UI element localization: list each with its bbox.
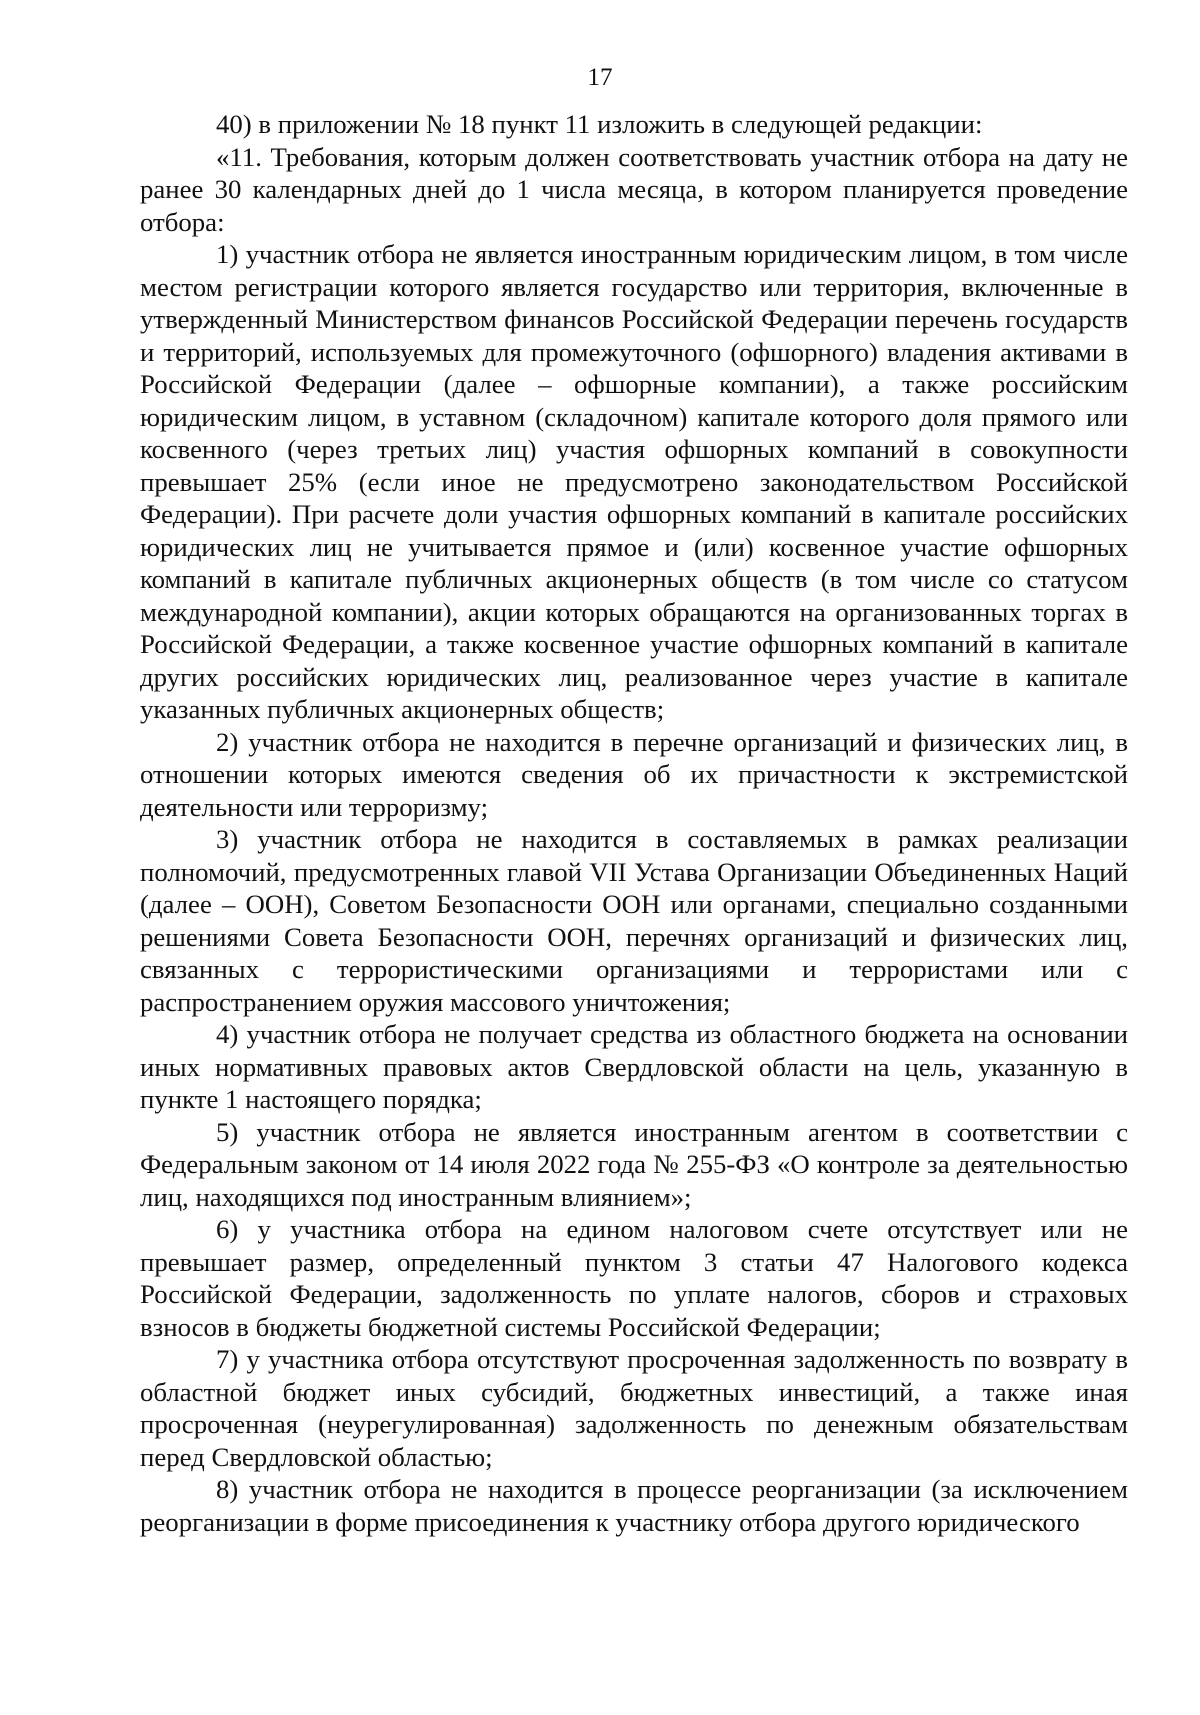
paragraph-item-4: 4) участник отбора не получает средства из областного бюджета на основании иных нормативных правовых актов Свердловской области на цель, указанную в пункте 1 настоящего порядка; bbox=[140, 1019, 1128, 1114]
paragraph-requirements-heading: «11. Требования, которым должен соответствовать участник отбора на дату не ранее 30 календарных дней до 1 числа месяца, в котором планируется проведение отбора: bbox=[140, 141, 1128, 237]
paragraph-amendment-intro: 40) в приложении № 18 пункт 11 изложить в следующей редакции: bbox=[216, 109, 983, 139]
paragraph-item-6: 6) у участника отбора на едином налоговом счете отсутствует или не превышает размер, определенный пунктом 3 статьи 47 Налогового кодекса Российской Федерации, задолженность по уплате налогов, сборов и страховых взносов в бюджеты бюджетной системы Российской Федерации; bbox=[140, 1214, 1128, 1342]
paragraph-item-3: 3) участник отбора не находится в составляемых в рамках реализации полномочий, предусмотренных главой VII Устава Организации Объединенных Наций (далее – ООН), Советом Безопасности ООН или органами, специально созданными решениями Совета Безопасности ООН, перечнях организаций и физических лиц, связанных с террористическими организациями и террористами или с распространением оружия массового уничтожения; bbox=[140, 824, 1128, 1017]
paragraph-item-2: 2) участник отбора не находится в перечне организаций и физических лиц, в отношении которых имеются сведения об их причастности к экстремистской деятельности или терроризму; bbox=[140, 726, 1128, 822]
paragraph-item-1: 1) участник отбора не является иностранным юридическим лицом, в том числе местом регистрации которого является государство или территория, включенные в утвержденный Министерством финансов Российской Федерации перечень государств и территорий, используемых для промежуточного (офшорного) владения активами в Российской Федерации (далее – офшорные компании), а также российским юридическим лицом, в уставном (складочном) капитале которого доля прямого или косвенного (через третьих лиц) участия офшорных компаний в совокупности превышает 25% (если иное не предусмотрено законодательством Российской Федерации). При расчете доли участия офшорных компаний в капитале российских юридических лиц не учитывается прямое и (или) косвенное участие офшорных компаний в капитале публичных акционерных обществ (в том числе со статусом международной компании), акции которых обращаются на организованных торгах в Российской Федерации, а также косвенное участие офшорных компаний в капитале других российских юридических лиц, реализованное через участие в капитале указанных публичных акционерных обществ; bbox=[140, 239, 1128, 724]
paragraph-item-7: 7) у участника отбора отсутствуют просроченная задолженность по возврату в областной бюджет иных субсидий, бюджетных инвестиций, а также иная просроченная (неурегулированная) задолженность по денежным обязательствам перед Свердловской областью; bbox=[140, 1344, 1128, 1472]
page-number: 17 bbox=[587, 64, 613, 91]
paragraph-item-5: 5) участник отбора не является иностранным агентом в соответствии с Федеральным законом от 14 июля 2022 года № 255-ФЗ «О контроле за деятельностью лиц, находящихся под иностранным влиянием»; bbox=[140, 1116, 1128, 1212]
document-body bbox=[140, 108, 1128, 1538]
paragraph-item-8: 8) участник отбора не находится в процессе реорганизации (за исключением реорганизации в форме присоединения к участнику отбора другого юридического bbox=[140, 1474, 1128, 1537]
